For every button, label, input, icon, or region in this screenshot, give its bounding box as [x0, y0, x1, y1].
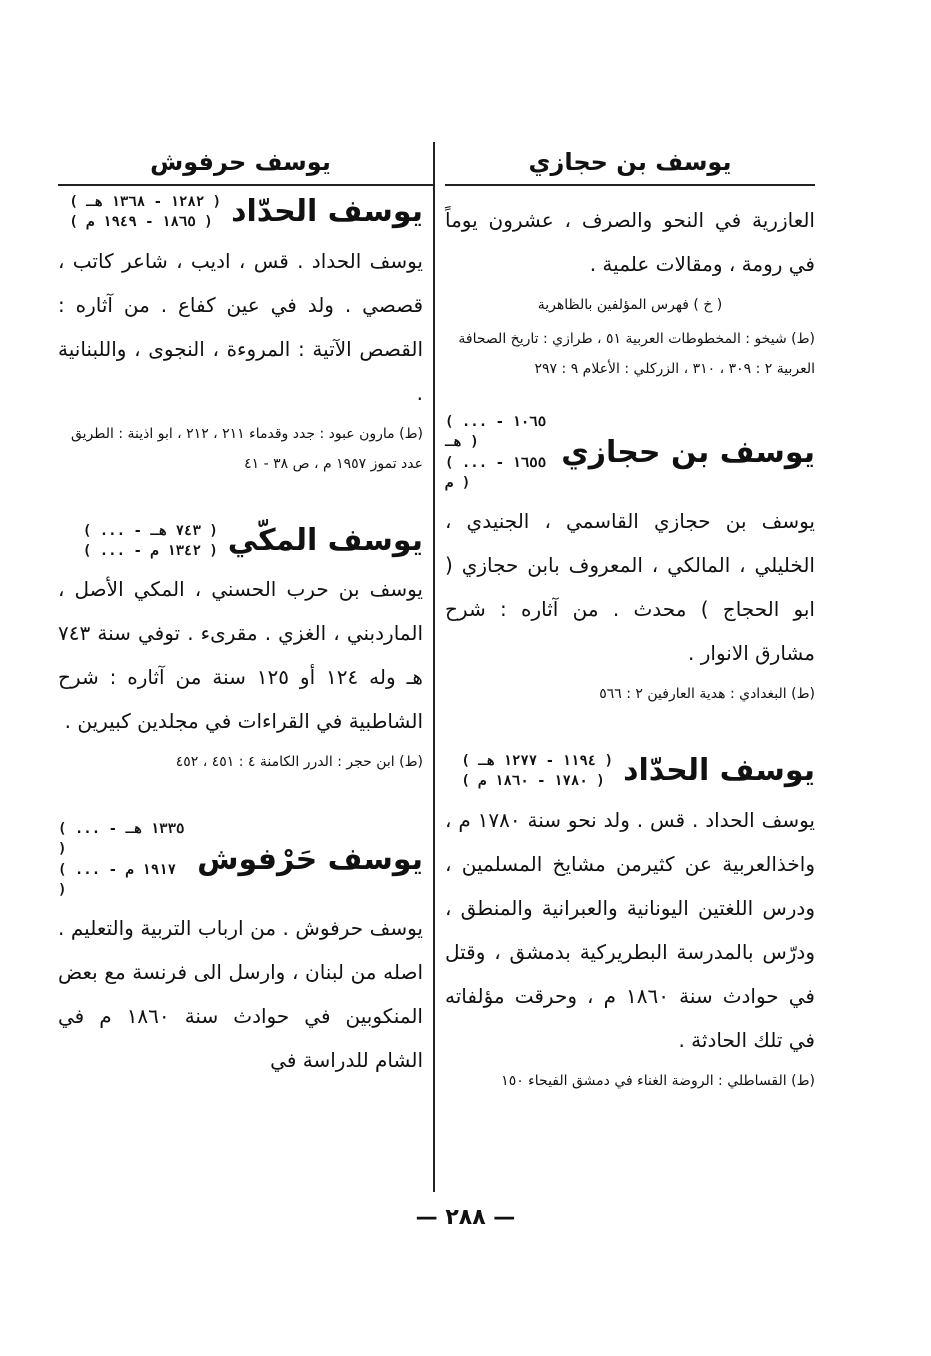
- continuation-text: العازرية في النحو والصرف ، عشرون يوماً في رومة ، ومقالات علمية .: [445, 208, 815, 276]
- entry-dates: [58, 819, 187, 900]
- dates-gregorian: ( ١٧٨٠ - ١٨٦٠ م ): [461, 773, 605, 790]
- entry-name: يوسف المكّي: [227, 522, 423, 558]
- dates-gregorian: ( ١٨٦٥ - ١٩٤٩ م ): [69, 214, 213, 231]
- dates-hijri: ( ... - ١٠٦٥ هـ ): [445, 414, 547, 451]
- header-right: يوسف بن حجازي: [528, 148, 732, 176]
- entry-name: يوسف حَرْفوش: [197, 841, 423, 877]
- header-rule-right: [445, 184, 815, 186]
- entry-body: يوسف بن حرب الحسني ، المكي الأصل ، الماردبني ، الغزي . مقرىء . توفي سنة ٧٤٣ هـ وله ١٢٤ أو ١٢٥ سنة من آثاره : شرح الشاطبية في القراءات في مجلدين كبيرين .: [58, 577, 423, 734]
- entry-dates: [461, 751, 613, 792]
- header-rule-left: [58, 184, 433, 186]
- entry-heading: [58, 521, 423, 562]
- entry-yusuf-al-makki: [58, 521, 423, 778]
- dates-hijri: ( ... - ١٣٣٥ هـ ): [58, 821, 185, 858]
- reference-manuscript: ( خ ) فهرس المؤلفين بالظاهرية: [537, 297, 723, 313]
- entry-name: يوسف الحدّاد: [231, 194, 423, 230]
- entry-reference: (ط) القساطلي : الروضة الغناء في دمشق الفيحاء ١٥٠: [501, 1072, 815, 1089]
- entry-dates: [69, 192, 221, 233]
- column-divider: [433, 142, 435, 1192]
- entry-body: يوسف الحداد . قس ، اديب ، شاعر كاتب ، قصصي . ولد في عين كفاع . من آثاره : القصص الآتية : المروءة ، النجوى ، واللبنانية .: [58, 248, 423, 405]
- entry-heading: [58, 819, 423, 900]
- entry-heading: [445, 751, 815, 792]
- right-column: [445, 192, 815, 1096]
- page-number: — ٢٨٨ —: [415, 1205, 516, 1230]
- entry-dates: [445, 412, 551, 493]
- entry-yusuf-harfush: [58, 819, 423, 1082]
- entry-yusuf-ibn-hijazi: [445, 412, 815, 709]
- entry-reference: (ط) مارون عبود : جدد وقدماء ٢١١ ، ٢١٢ ، ابو اذينة : الطريق عدد تموز ١٩٥٧ م ، ص ٣٨ - ٤١: [70, 425, 423, 472]
- dates-gregorian: ( ... - ١٦٥٥ م ): [445, 454, 547, 491]
- reference-printed: (ط) شيخو : المخطوطات العربية ٥١ ، طرازي : تاريخ الصحافة العربية ٢ : ٣٠٩ ، ٣١٠ ، الزركلي : الأعلام ٩ : ٢٩٧: [458, 331, 815, 377]
- entry-heading: [445, 412, 815, 493]
- entry-body: يوسف الحداد . قس . ولد نحو سنة ١٧٨٠ م ، واخذالعربية عن كثيرمن مشايخ المسلمين ، ودرس اللغتين اليونانية والعبرانية والمنطق ، ودرّس بالمدرسة البطريركية بدمشق ، وقتل في حوادث سنة ١٨٦٠ م ، وحرقت مؤلفاته في تلك الحادثة .: [445, 807, 815, 1052]
- header-left: يوسف حرفوش: [150, 148, 331, 176]
- entry-reference: (ط) ابن حجر : الدرر الكامنة ٤ : ٤٥١ ، ٤٥٢: [175, 754, 423, 771]
- dates-gregorian: ( ... - ١٣٤٢ م ): [82, 542, 218, 559]
- entry-body: يوسف بن حجازي القاسمي ، الجنيدي ، الخليلي ، المالكي ، المعروف بابن حجازي ( ابو الحجاج ) محدث . من آثاره : شرح مشارق الانوار .: [445, 509, 815, 666]
- entry-yusuf-al-haddad-2: [58, 192, 423, 479]
- entry-dates: [83, 521, 218, 562]
- dates-hijri: ( ١١٩٤ - ١٢٧٧ هـ ): [461, 753, 614, 770]
- dates-gregorian: ( ... - ١٩١٧ م ): [58, 861, 177, 899]
- entry-yusuf-al-haddad-1: [445, 751, 815, 1096]
- dates-hijri: ( ... - ٧٤٣ هـ ): [82, 522, 218, 539]
- left-column: [58, 192, 423, 1082]
- entry-name: يوسف الحدّاد: [623, 753, 815, 789]
- dates-hijri: ( ١٢٨٢ - ١٣٦٨ هـ ): [69, 194, 222, 210]
- entry-reference: (ط) البغدادي : هدية العارفين ٢ : ٥٦٦: [599, 686, 815, 703]
- entry-heading: [58, 192, 423, 233]
- entry-body: يوسف حرفوش . من ارباب التربية والتعليم . اصله من لبنان ، وارسل الى فرنسة مع بعض المنكوبين في حوادث سنة ١٨٦٠ م في الشام للدراسة في: [58, 916, 423, 1073]
- entry-name: يوسف بن حجازي: [561, 434, 815, 470]
